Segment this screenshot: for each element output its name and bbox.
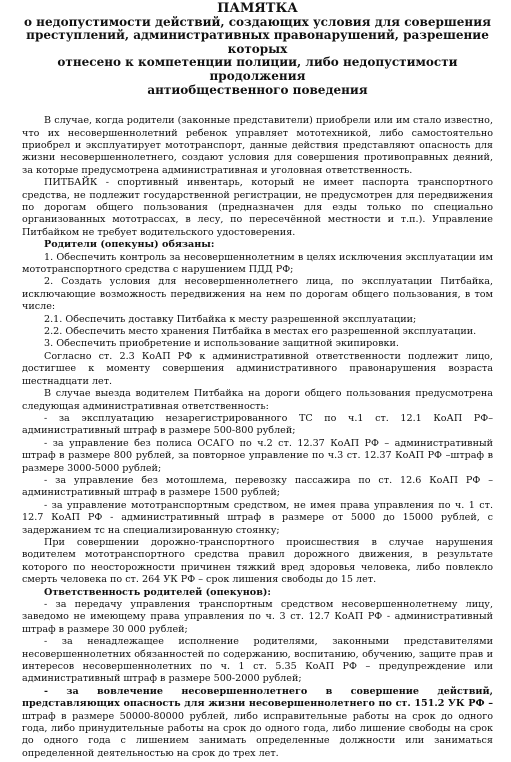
- paragraph-accident: При совершении дорожно-транспортного происшествия в случае нарушения водителем мототранспортного средства правил дорожного движения, в результате которого по неосторожности причинен тяжкий вред здоровья человека, либо повлекло смерть человека по ст. 264 УК РФ – срок лишения свободы до 15 лет.: [22, 536, 493, 586]
- fine-item-4: - за управление мототранспортным средством, не имея права управления по ч. 1 ст. 12.7 КоАП РФ - административный штраф в размере от 5000 до 15000 рублей, с задержанием тс на специализированную стоянку;: [22, 499, 493, 536]
- memo-title: [22, 2, 493, 97]
- heading-parents-obliged: Родители (опекуны) обязаны:: [44, 239, 215, 251]
- title-line-3: отнесено к компетенции полиции, либо недопустимости продолжения: [57, 55, 458, 83]
- fine-item-2: - за управление без полиса ОСАГО по ч.2 ст. 12.37 КоАП РФ – административный штраф в размере 800 рублей, за повторное управление по ч.3 ст. 12.37 КоАП РФ –штраф в размере 3000-5000 рублей;: [22, 437, 493, 474]
- obligation-1: 1. Обеспечить контроль за несовершеннолетним в целях исключения эксплуатации им мототранспортного средства с нарушением ПДД РФ;: [22, 251, 493, 276]
- title-line-2: преступлений, административных правонарушений, разрешение которых: [26, 28, 489, 56]
- responsibility-item-1: - за передачу управления транспортным средством несовершеннолетнему лицу, заведомо не имеющему права управления по ч. 3 ст. 12.7 КоАП РФ - административный штраф в размере 30 000 рублей;: [22, 599, 493, 635]
- title-line-4: антиобщественного поведения: [147, 82, 368, 97]
- memo-body: [22, 115, 493, 760]
- responsibility-item-3-bold: - за вовлечение несовершеннолетнего в совершение действий, представляющих опасность для жизни несовершеннолетнего по ст. 151.2 УК РФ –: [22, 685, 493, 710]
- obligation-2-2: 2.2. Обеспечить место хранения Питбайка в местах его разрешенной эксплуатации.: [44, 326, 477, 338]
- paragraph-liability-intro: В случае выезда водителем Питбайка на дороги общего пользования предусмотрена следующая административная ответственность:: [22, 388, 493, 412]
- responsibility-item-3: [22, 686, 493, 760]
- heading-parents-responsibility: Ответственность родителей (опекунов):: [44, 586, 271, 598]
- obligation-3: 3. Обеспечить приобретение и использование защитной экипировки.: [44, 338, 399, 350]
- title-main: ПАМЯТКА: [217, 1, 298, 16]
- responsibility-item-2: - за ненадлежащее исполнение родителями, законными представителями несовершеннолетних обязанностей по содержанию, воспитанию, обучению, защите прав и интересов несовершеннолетних по ч. 1 ст. 5.35 КоАП РФ – предупреждение или административный штраф в размере 500-2000 рублей;: [22, 636, 493, 685]
- obligation-2: 2. Создать условия для несовершеннолетнего лица, по эксплуатации Питбайка, исключающие возможность передвижения на нем по дорогам общего пользования, в том числе:: [22, 276, 493, 313]
- memo-page: [0, 2, 511, 762]
- paragraph-intro: В случае, когда родители (законные представители) приобрели или им стало известно, что их несовершеннолетний ребенок управляет мототехникой, либо самостоятельно приобрел и эксплуатирует мототранспорт, данные действия представляют опасность для жизни несовершеннолетнего, создают условия для совершения противоправных деяний, за которые предусмотрена административная и уголовная ответственность.: [22, 115, 493, 176]
- obligation-2-1: 2.1. Обеспечить доставку Питбайка к месту разрешенной эксплуатации;: [44, 313, 417, 325]
- title-line-1: о недопустимости действий, создающих условия для совершения: [24, 14, 491, 29]
- fine-item-3: - за управление без мотошлема, перевозку пассажира по ст. 12.6 КоАП РФ – административный штраф в размере 1500 рублей;: [22, 474, 493, 499]
- paragraph-pitbike: ПИТБАЙК - спортивный инвентарь, который не имеет паспорта транспортного средства, не подлежит государственной регистрации, не предусмотрен для передвижения по дорогам общего пользования (предназначен для езды только по специально организованных мототрассах, в лесу, по пересечённой местности и т.п.). Управление Питбайком не требует водительского удостоверения.: [22, 177, 493, 238]
- responsibility-item-3-rest: штраф в размере 50000-80000 рублей, либо исправительные работы на срок до одного года, либо принудительные работы на срок до одного года, либо лишение свободы на срок до одного года с лишением занимать определенные должности или заниматься определенной деятельностью на срок до трех лет.: [22, 710, 493, 759]
- paragraph-age: Согласно ст. 2.3 КоАП РФ к административной ответственности подлежит лицо, достигшее к моменту совершения административного правонарушения возраста шестнадцати лет.: [22, 350, 493, 387]
- fine-item-1: - за эксплуатацию незарегистрированного ТС по ч.1 ст. 12.1 КоАП РФ– административный штраф в размере 500-800 рублей;: [22, 412, 493, 437]
